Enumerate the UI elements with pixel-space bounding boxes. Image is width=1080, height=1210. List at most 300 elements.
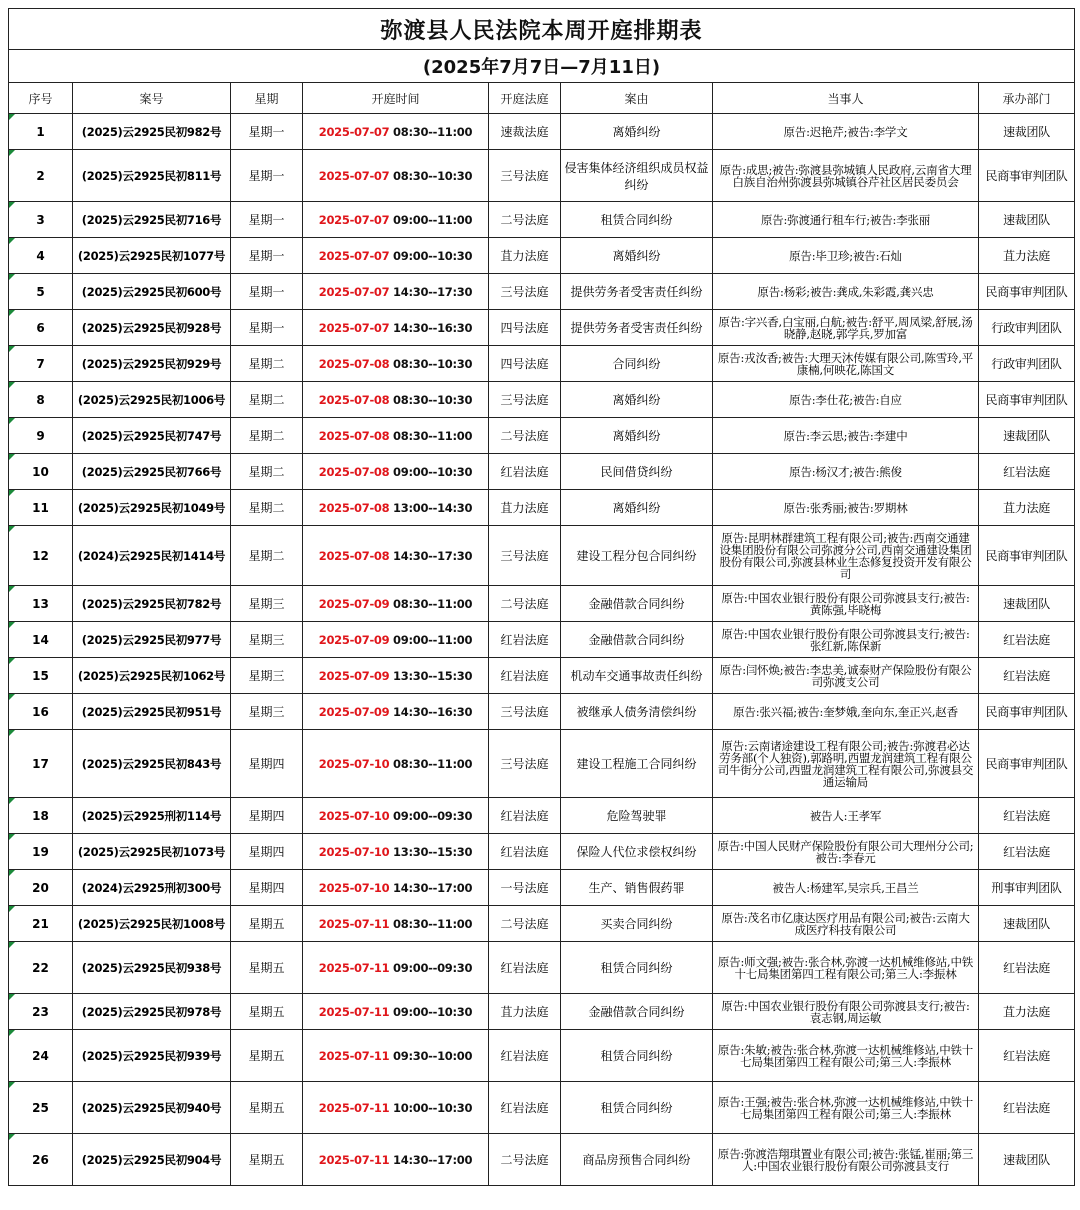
row-seq: 7 [9,346,73,382]
row-cause: 离婚纠纷 [561,382,713,418]
row-hearing-time [303,994,489,1030]
row-seq: 2 [9,150,73,202]
row-cause: 提供劳务者受害责任纠纷 [561,310,713,346]
row-parties: 原告:朱敏;被告:张合林,弥渡一达机械维修站,中铁十七局集团第四工程有限公司;第三人:李振林 [713,1030,979,1082]
row-department: 速裁团队 [979,586,1075,622]
row-case-number: (2025)云2925民初978号 [73,994,231,1030]
row-case-number: (2025)云2925民初716号 [73,202,231,238]
hearing-date: 2025-07-11 [318,1152,390,1167]
row-department: 行政审判团队 [979,346,1075,382]
hearing-date: 2025-07-07 [318,168,390,183]
row-parties: 原告:中国人民财产保险股份有限公司大理州分公司;被告:李春元 [713,834,979,870]
row-parties: 原告:师文强;被告:张合林,弥渡一达机械维修站,中铁十七局集团第四工程有限公司;第三人:李振林 [713,942,979,994]
row-parties: 原告:中国农业银行股份有限公司弥渡县支行;被告:张红新,陈保新 [713,622,979,658]
hearing-time-range: 09:00--11:00 [393,212,473,227]
row-courtroom: 红岩法庭 [489,1082,561,1134]
row-hearing-time [303,238,489,274]
hearing-date: 2025-07-08 [318,464,390,479]
hearing-time-range: 09:00--10:30 [393,248,473,263]
row-seq: 26 [9,1134,73,1186]
header-row [9,83,1075,114]
row-courtroom: 二号法庭 [489,202,561,238]
row-department: 红岩法庭 [979,1082,1075,1134]
schedule-sheet [8,8,1074,1186]
header-cause: 案由 [561,83,713,114]
row-weekday: 星期二 [231,526,303,586]
row-weekday: 星期四 [231,834,303,870]
row-cause: 提供劳务者受害责任纠纷 [561,274,713,310]
row-cause: 保险人代位求偿权纠纷 [561,834,713,870]
table-row [9,694,1075,730]
row-parties: 原告:成思;被告:弥渡县弥城镇人民政府,云南省大理白族自治州弥渡县弥城镇谷芹社区居民委员会 [713,150,979,202]
row-cause: 买卖合同纠纷 [561,906,713,942]
row-seq: 10 [9,454,73,490]
header-seq: 序号 [9,83,73,114]
row-cause: 被继承人债务清偿纠纷 [561,694,713,730]
row-parties: 原告:中国农业银行股份有限公司弥渡县支行;被告:袁志钢,周运敏 [713,994,979,1030]
hearing-time-range: 14:30--16:30 [393,320,473,335]
row-parties: 原告:迟艳芹;被告:李学文 [713,114,979,150]
row-case-number: (2025)云2925民初928号 [73,310,231,346]
row-case-number: (2025)云2925民初766号 [73,454,231,490]
row-weekday: 星期五 [231,1134,303,1186]
header-weekday: 星期 [231,83,303,114]
hearing-date: 2025-07-08 [318,548,390,563]
row-parties: 原告:中国农业银行股份有限公司弥渡县支行;被告:黄陈强,毕晓梅 [713,586,979,622]
table-row [9,730,1075,798]
row-courtroom: 三号法庭 [489,274,561,310]
row-weekday: 星期四 [231,730,303,798]
hearing-date: 2025-07-07 [318,320,390,335]
table-row [9,454,1075,490]
row-hearing-time [303,658,489,694]
hearing-date: 2025-07-11 [318,1004,390,1019]
row-cause: 商品房预售合同纠纷 [561,1134,713,1186]
row-weekday: 星期一 [231,310,303,346]
table-row [9,238,1075,274]
row-case-number: (2025)云2925民初1008号 [73,906,231,942]
row-cause: 侵害集体经济组织成员权益纠纷 [561,150,713,202]
page-title: 弥渡县人民法院本周开庭排期表 [9,9,1075,50]
row-department: 苴力法庭 [979,238,1075,274]
row-case-number: (2025)云2925民初951号 [73,694,231,730]
hearing-time-range: 08:30--10:30 [393,168,473,183]
hearing-date: 2025-07-09 [318,668,390,683]
row-weekday: 星期四 [231,870,303,906]
row-cause: 租赁合同纠纷 [561,942,713,994]
row-parties: 原告:昆明林群建筑工程有限公司;被告:西南交通建设集团股份有限公司弥渡分公司,西南交通建设集团股份有限公司,弥渡县林业生态修复投资开发有限公司 [713,526,979,586]
row-case-number: (2025)云2925民初1062号 [73,658,231,694]
row-courtroom: 红岩法庭 [489,1030,561,1082]
table-row [9,418,1075,454]
row-courtroom: 四号法庭 [489,310,561,346]
row-parties: 原告:毕卫珍;被告:石灿 [713,238,979,274]
row-hearing-time [303,694,489,730]
hearing-date: 2025-07-10 [318,756,390,771]
row-department: 苴力法庭 [979,490,1075,526]
row-department: 红岩法庭 [979,454,1075,490]
row-courtroom: 三号法庭 [489,382,561,418]
table-row [9,1030,1075,1082]
row-department: 民商事审判团队 [979,150,1075,202]
row-hearing-time [303,202,489,238]
row-department: 民商事审判团队 [979,730,1075,798]
row-hearing-time [303,942,489,994]
row-hearing-time [303,346,489,382]
table-row [9,490,1075,526]
hearing-time-range: 08:30--10:30 [393,356,473,371]
hearing-time-range: 09:00--10:30 [393,1004,473,1019]
hearing-date: 2025-07-09 [318,704,390,719]
row-seq: 16 [9,694,73,730]
hearing-time-range: 14:30--17:30 [393,284,473,299]
table-row [9,870,1075,906]
row-hearing-time [303,586,489,622]
row-department: 行政审判团队 [979,310,1075,346]
hearing-date: 2025-07-10 [318,844,390,859]
row-weekday: 星期三 [231,694,303,730]
table-row [9,310,1075,346]
row-parties: 原告:张秀丽;被告:罗期林 [713,490,979,526]
hearing-time-range: 09:00--10:30 [393,464,473,479]
row-cause: 建设工程施工合同纠纷 [561,730,713,798]
hearing-date: 2025-07-11 [318,916,390,931]
row-parties: 被告人:杨建军,吴宗兵,王昌兰 [713,870,979,906]
row-weekday: 星期二 [231,418,303,454]
hearing-date: 2025-07-07 [318,248,390,263]
row-department: 速裁团队 [979,202,1075,238]
row-case-number: (2025)云2925民初1006号 [73,382,231,418]
header-courtroom: 开庭法庭 [489,83,561,114]
row-seq: 12 [9,526,73,586]
row-hearing-time [303,870,489,906]
row-cause: 民间借贷纠纷 [561,454,713,490]
hearing-time-range: 09:00--09:30 [393,960,473,975]
table-row [9,202,1075,238]
hearing-time-range: 09:00--11:00 [393,632,473,647]
table-row [9,114,1075,150]
table-row [9,586,1075,622]
row-weekday: 星期一 [231,202,303,238]
row-hearing-time [303,730,489,798]
row-seq: 24 [9,1030,73,1082]
table-row [9,942,1075,994]
row-parties: 原告:茂名市亿康达医疗用品有限公司;被告:云南大成医疗科技有限公司 [713,906,979,942]
row-department: 速裁团队 [979,1134,1075,1186]
row-cause: 金融借款合同纠纷 [561,622,713,658]
hearing-date: 2025-07-09 [318,596,390,611]
row-courtroom: 二号法庭 [489,1134,561,1186]
row-seq: 19 [9,834,73,870]
row-hearing-time [303,798,489,834]
row-seq: 11 [9,490,73,526]
row-department: 刑事审判团队 [979,870,1075,906]
row-case-number: (2025)云2925民初1077号 [73,238,231,274]
table-row [9,150,1075,202]
table-row [9,994,1075,1030]
row-seq: 21 [9,906,73,942]
table-row [9,834,1075,870]
row-department: 红岩法庭 [979,942,1075,994]
row-courtroom: 三号法庭 [489,694,561,730]
hearing-time-range: 08:30--11:00 [393,916,473,931]
row-courtroom: 苴力法庭 [489,994,561,1030]
row-seq: 23 [9,994,73,1030]
row-department: 红岩法庭 [979,658,1075,694]
hearing-time-range: 10:00--10:30 [393,1100,473,1115]
hearing-date: 2025-07-11 [318,1100,390,1115]
row-hearing-time [303,310,489,346]
row-case-number: (2025)云2925民初904号 [73,1134,231,1186]
row-courtroom: 四号法庭 [489,346,561,382]
hearing-time-range: 08:30--11:00 [393,124,473,139]
row-case-number: (2025)云2925民初782号 [73,586,231,622]
row-weekday: 星期五 [231,994,303,1030]
row-case-number: (2025)云2925民初600号 [73,274,231,310]
row-seq: 4 [9,238,73,274]
table-row [9,346,1075,382]
hearing-date: 2025-07-11 [318,1048,390,1063]
row-case-number: (2025)云2925民初1073号 [73,834,231,870]
row-cause: 建设工程分包合同纠纷 [561,526,713,586]
row-courtroom: 苴力法庭 [489,490,561,526]
row-weekday: 星期五 [231,942,303,994]
table-row [9,798,1075,834]
row-case-number: (2025)云2925民初1049号 [73,490,231,526]
row-case-number: (2025)云2925民初938号 [73,942,231,994]
row-hearing-time [303,418,489,454]
row-department: 红岩法庭 [979,798,1075,834]
row-cause: 离婚纠纷 [561,490,713,526]
row-case-number: (2025)云2925民初982号 [73,114,231,150]
row-case-number: (2025)云2925民初811号 [73,150,231,202]
row-weekday: 星期一 [231,150,303,202]
row-courtroom: 苴力法庭 [489,238,561,274]
hearing-date: 2025-07-08 [318,392,390,407]
row-parties: 原告:弥渡浩翔琪置业有限公司;被告:张锰,崔丽;第三人:中国农业银行股份有限公司弥渡县支行 [713,1134,979,1186]
row-cause: 生产、销售假药罪 [561,870,713,906]
row-department: 速裁团队 [979,906,1075,942]
row-courtroom: 红岩法庭 [489,942,561,994]
row-case-number: (2025)云2925民初843号 [73,730,231,798]
hearing-time-range: 08:30--10:30 [393,392,473,407]
row-case-number: (2025)云2925民初940号 [73,1082,231,1134]
row-department: 民商事审判团队 [979,274,1075,310]
row-hearing-time [303,150,489,202]
row-hearing-time [303,454,489,490]
row-weekday: 星期五 [231,1030,303,1082]
row-seq: 18 [9,798,73,834]
row-parties: 原告:弥渡通行租车行;被告:李张丽 [713,202,979,238]
hearing-date: 2025-07-08 [318,500,390,515]
row-cause: 租赁合同纠纷 [561,1030,713,1082]
schedule-table [8,8,1075,1186]
hearing-time-range: 14:30--17:00 [393,880,473,895]
row-cause: 离婚纠纷 [561,418,713,454]
row-case-number: (2025)云2925民初747号 [73,418,231,454]
row-weekday: 星期四 [231,798,303,834]
header-hearing-time: 开庭时间 [303,83,489,114]
row-cause: 金融借款合同纠纷 [561,586,713,622]
row-cause: 合同纠纷 [561,346,713,382]
row-department: 民商事审判团队 [979,694,1075,730]
table-row [9,526,1075,586]
row-cause: 租赁合同纠纷 [561,202,713,238]
row-case-number: (2024)云2925刑初300号 [73,870,231,906]
row-seq: 8 [9,382,73,418]
row-cause: 机动车交通事故责任纠纷 [561,658,713,694]
table-row [9,382,1075,418]
row-hearing-time [303,1082,489,1134]
hearing-date: 2025-07-11 [318,960,390,975]
row-weekday: 星期一 [231,274,303,310]
row-department: 苴力法庭 [979,994,1075,1030]
row-cause: 危险驾驶罪 [561,798,713,834]
table-row [9,1082,1075,1134]
row-weekday: 星期三 [231,622,303,658]
date-range-subtitle: (2025年7月7日—7月11日) [9,50,1075,83]
row-seq: 13 [9,586,73,622]
row-courtroom: 红岩法庭 [489,454,561,490]
row-case-number: (2025)云2925刑初114号 [73,798,231,834]
row-department: 红岩法庭 [979,1030,1075,1082]
row-parties: 原告:闫怀焕;被告:李忠美,诚泰财产保险股份有限公司弥渡支公司 [713,658,979,694]
row-hearing-time [303,526,489,586]
hearing-date: 2025-07-07 [318,212,390,227]
table-row [9,274,1075,310]
hearing-date: 2025-07-10 [318,880,390,895]
row-hearing-time [303,490,489,526]
row-parties: 原告:张兴福;被告:奎梦娥,奎向东,奎正兴,赵香 [713,694,979,730]
row-weekday: 星期一 [231,114,303,150]
row-case-number: (2025)云2925民初939号 [73,1030,231,1082]
row-parties: 原告:杨彩;被告:龚成,朱彩霞,龚兴忠 [713,274,979,310]
row-seq: 17 [9,730,73,798]
row-weekday: 星期二 [231,346,303,382]
row-weekday: 星期五 [231,1082,303,1134]
row-department: 民商事审判团队 [979,526,1075,586]
row-weekday: 星期三 [231,658,303,694]
table-row [9,1134,1075,1186]
hearing-time-range: 13:00--14:30 [393,500,473,515]
row-department: 速裁团队 [979,418,1075,454]
row-parties: 原告:戎汝香;被告:大理天沐传媒有限公司,陈雪玲,平康楠,何映花,陈国文 [713,346,979,382]
row-parties: 原告:字兴香,白宝丽,白航;被告:舒平,周凤梁,舒展,汤晓静,赵晓,郭学兵,罗加富 [713,310,979,346]
row-courtroom: 二号法庭 [489,418,561,454]
row-seq: 15 [9,658,73,694]
hearing-time-range: 14:30--17:30 [393,548,473,563]
hearing-date: 2025-07-10 [318,808,390,823]
hearing-time-range: 13:30--15:30 [393,668,473,683]
row-department: 红岩法庭 [979,622,1075,658]
table-row [9,906,1075,942]
row-hearing-time [303,834,489,870]
row-hearing-time [303,382,489,418]
row-courtroom: 红岩法庭 [489,658,561,694]
row-seq: 5 [9,274,73,310]
row-seq: 1 [9,114,73,150]
row-department: 速裁团队 [979,114,1075,150]
row-hearing-time [303,906,489,942]
hearing-date: 2025-07-08 [318,356,390,371]
row-hearing-time [303,274,489,310]
row-hearing-time [303,622,489,658]
row-parties: 原告:杨汉才;被告:熊俊 [713,454,979,490]
row-seq: 6 [9,310,73,346]
row-cause: 租赁合同纠纷 [561,1082,713,1134]
row-courtroom: 红岩法庭 [489,834,561,870]
table-row [9,622,1075,658]
row-parties: 原告:李仕花;被告:自应 [713,382,979,418]
row-courtroom: 速裁法庭 [489,114,561,150]
row-parties: 原告:云南诸途建设工程有限公司;被告:弥渡君必达劳务部(个人独资),郭路明,西盟龙润建筑工程有限公司牛街分公司,西盟龙润建筑工程有限公司,弥渡县交通运输局 [713,730,979,798]
row-weekday: 星期一 [231,238,303,274]
row-seq: 9 [9,418,73,454]
hearing-date: 2025-07-09 [318,632,390,647]
row-cause: 金融借款合同纠纷 [561,994,713,1030]
hearing-time-range: 13:30--15:30 [393,844,473,859]
hearing-date: 2025-07-07 [318,124,390,139]
header-parties: 当事人 [713,83,979,114]
table-row [9,658,1075,694]
row-cause: 离婚纠纷 [561,114,713,150]
hearing-time-range: 08:30--11:00 [393,596,473,611]
hearing-time-range: 14:30--17:00 [393,1152,473,1167]
hearing-time-range: 08:30--11:00 [393,428,473,443]
hearing-time-range: 14:30--16:30 [393,704,473,719]
row-parties: 原告:王强;被告:张合林,弥渡一达机械维修站,中铁十七局集团第四工程有限公司;第三人:李振林 [713,1082,979,1134]
row-hearing-time [303,114,489,150]
row-courtroom: 一号法庭 [489,870,561,906]
row-courtroom: 红岩法庭 [489,798,561,834]
row-weekday: 星期二 [231,454,303,490]
schedule-rows [9,114,1075,1186]
hearing-time-range: 09:30--10:00 [393,1048,473,1063]
row-courtroom: 三号法庭 [489,730,561,798]
row-weekday: 星期三 [231,586,303,622]
hearing-time-range: 09:00--09:30 [393,808,473,823]
hearing-date: 2025-07-07 [318,284,390,299]
row-hearing-time [303,1134,489,1186]
row-case-number: (2024)云2925民初1414号 [73,526,231,586]
header-case-number: 案号 [73,83,231,114]
row-department: 红岩法庭 [979,834,1075,870]
row-weekday: 星期五 [231,906,303,942]
row-weekday: 星期二 [231,382,303,418]
row-cause: 离婚纠纷 [561,238,713,274]
row-seq: 22 [9,942,73,994]
row-department: 民商事审判团队 [979,382,1075,418]
row-parties: 被告人:王孝军 [713,798,979,834]
row-hearing-time [303,1030,489,1082]
row-courtroom: 三号法庭 [489,526,561,586]
hearing-date: 2025-07-08 [318,428,390,443]
row-case-number: (2025)云2925民初929号 [73,346,231,382]
row-weekday: 星期二 [231,490,303,526]
row-parties: 原告:李云思;被告:李建中 [713,418,979,454]
row-courtroom: 二号法庭 [489,906,561,942]
hearing-time-range: 08:30--11:00 [393,756,473,771]
row-seq: 14 [9,622,73,658]
row-seq: 20 [9,870,73,906]
row-seq: 3 [9,202,73,238]
header-department: 承办部门 [979,83,1075,114]
row-courtroom: 红岩法庭 [489,622,561,658]
row-seq: 25 [9,1082,73,1134]
row-case-number: (2025)云2925民初977号 [73,622,231,658]
row-courtroom: 三号法庭 [489,150,561,202]
row-courtroom: 二号法庭 [489,586,561,622]
